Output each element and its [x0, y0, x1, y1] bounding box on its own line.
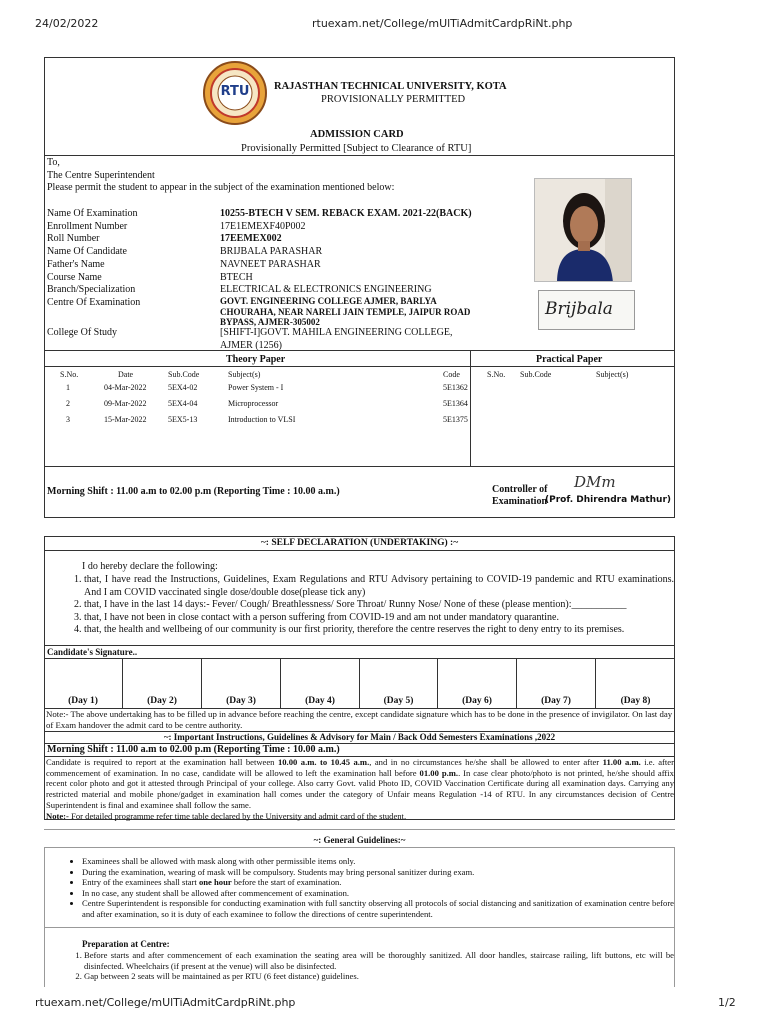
general-item: • During the examination, wearing of mask will be compulsory. Students may bring personal sanitizer during exam. [82, 867, 674, 878]
value-college [220, 327, 452, 352]
prep-title: Preparation at Centre: [82, 939, 170, 949]
prep-item: 2. Gap between 2 seats will be maintained as per RTU (6 feet distance) guidelines. [84, 971, 674, 982]
university-logo [202, 60, 268, 126]
shift-timing: Morning Shift : 11.00 a.m to 02.00 p.m (Reporting Time : 10.00 a.m.) [47, 486, 340, 497]
label-roll: Roll Number [47, 233, 100, 245]
intro-recipient: The Centre Superintendent [47, 170, 155, 181]
cell-date: 09-Mar-2022 [104, 399, 147, 408]
general-item-bold: one hour [198, 877, 232, 888]
instructions-body: Candidate is required to report at the examination hall between 10.00 a.m. to 10.45 a.m., and in no circumstances he/she shall be allowed to enter after 11.00 a.m. i.e. after commencement of examination. In no case, candidate will be allowed to left the examination hall before 01.00 p.m.. In case clear photo/photo is not printed, he/she should affix recent color photo and got it attested through Principal of your college. Also carry Govt. valid Photo ID, COVID Vaccination Certificate during all examination days. Carrying any restricted material and mobile phone/gadget in examination hall comes under the category of Unfair means Regulation -14 of RTU. In any circumstances decision of Centre Superintendent is final and examinee shall follow the same. Note:- For detailed programme refer time table declared by the University and admit card of the student. [46, 757, 674, 821]
day-label: (Day 7) [541, 696, 571, 706]
day-cell [360, 658, 438, 708]
general-item: • In no case, any student shall be allowed after commencement of examination. [82, 888, 674, 899]
cell-subcode: 5EX4-02 [168, 383, 198, 392]
cell-sno: 1 [66, 383, 70, 392]
declaration-list [72, 574, 674, 637]
intro-request: Please permit the student to appear in the subject of the examination mentioned below: [47, 182, 395, 193]
day-cell [281, 658, 360, 708]
print-url-footer: rtuexam.net/College/mUlTiAdmitCardpRiNt.php [35, 996, 296, 1009]
day-label: (Day 1) [68, 696, 98, 706]
cell-sno: 2 [66, 399, 70, 408]
controller-title [492, 484, 547, 507]
declaration-item: 1. that, I have read the Instructions, Guidelines, Exam Regulations and RTU Advisory pertaining to COVID-19 pandemic and RTU examinations. And I am COVID vaccinated single dose/double dose(please tick any) [84, 574, 674, 599]
cell-subject: Power System - I [228, 383, 284, 392]
cell-code: 5E1364 [443, 399, 468, 408]
instr-text: In case clear photo/photo is not printed, he/she should affix recent color photo and got it attested through Principal of your college. Also carry Govt. valid Photo ID, COVID Vaccination Certificate during all examination days. Carrying any restricted material and mobile phone/gadget in examination hall comes under the category of Unfair means Regulation -14 of RTU. In any circumstances decision of Centre Superintendent is final and examinee shall follow the same. [46, 767, 674, 810]
declaration-title: ~: SELF DECLARATION (UNDERTAKING) :~ [260, 538, 459, 548]
instr-time-start: 10.00 a.m. to 10.45 a.m. [277, 757, 370, 767]
instructions-shift: Morning Shift : 11.00 a.m to 02.00 p.m (Reporting Time : 10.00 a.m.) [47, 744, 340, 755]
declaration-item: 4. that, the health and wellbeing of our community is our first priority, therefore the centre reserves the right to deny entry to its premises. [84, 624, 674, 637]
card-subtitle: Provisionally Permitted [Subject to Clearance of RTU] [241, 143, 472, 154]
college-line-2: AJMER (1256) [220, 339, 282, 351]
centre-line-1: GOVT. ENGINEERING COLLEGE AJMER, BARLYA [220, 296, 437, 306]
candidate-photo [534, 178, 632, 282]
instr-text: , and in no circumstances he/she shall be allowed to enter after [369, 757, 600, 767]
intro-to: To, [47, 157, 60, 168]
theory-header-date: Date [118, 370, 134, 379]
university-name: RAJASTHAN TECHNICAL UNIVERSITY, KOTA [274, 81, 507, 92]
day-cell [123, 658, 202, 708]
page-number: 1/2 [718, 996, 736, 1009]
day-label: (Day 6) [462, 696, 492, 706]
day-label: (Day 2) [147, 696, 177, 706]
general-item: • Centre Superintendent is responsible for conducting examination with full sanctity observing all protocols of social distancing and sanitization of examination centre before and after examination, so it is duty of each examinee to follow the directions of centre superintendent. [82, 898, 674, 919]
value-candidate: BRIJBALA PARASHAR [220, 246, 323, 258]
instr-time-entry: 11.00 a.m. [602, 757, 641, 767]
label-father: Father's Name [47, 258, 105, 270]
instr-text: i.e. after commencement of examination. In no case, candidate will be allowed to left the examination hall before [46, 757, 674, 778]
theory-header-sno: S.No. [60, 370, 79, 379]
instructions-title: ~: Important Instructions, Guidelines & Advisory for Main / Back Odd Semesters Examinations ,2022 [163, 732, 556, 742]
candidate-signature-label: Candidate's Signature.. [47, 647, 138, 657]
college-line-1: [SHIFT-I]GOVT. MAHILA ENGINEERING COLLEGE, [220, 327, 453, 338]
instr-note: For detailed programme refer time table declared by the University and admit card of the student. [71, 810, 407, 821]
cell-code: 5E1375 [443, 415, 468, 424]
general-item: • Examinees shall be allowed with mask along with other permissible items only. [82, 856, 674, 867]
candidate-signature-text: Brijbala [545, 299, 613, 319]
label-branch: Branch/Specialization [47, 284, 136, 296]
theory-header-subcode: Sub.Code [168, 370, 200, 379]
value-enrollment: 17E1EMEXF40P002 [220, 220, 306, 232]
candidate-signature [538, 290, 635, 330]
instr-text: Candidate is required to report at the examination hall between [46, 757, 275, 767]
value-branch: ELECTRICAL & ELECTRONICS ENGINEERING [220, 284, 432, 296]
centre-line-2: CHOURAHA, NEAR NARELI JAIN TEMPLE, JAIPUR ROAD [220, 306, 471, 317]
label-enrollment: Enrollment Number [47, 220, 128, 232]
logo-text: RTU [220, 84, 250, 99]
general-item-text: before the start of examination. [233, 877, 342, 888]
general-item [82, 877, 674, 888]
card-title: ADMISSION CARD [310, 129, 404, 140]
value-roll: 17EEMEX002 [220, 233, 282, 245]
day-cell [438, 658, 517, 708]
cell-date: 04-Mar-2022 [104, 383, 147, 392]
print-date: 24/02/2022 [35, 17, 99, 30]
cell-subcode: 5EX5-13 [168, 415, 198, 424]
day-cell [517, 658, 596, 708]
prep-item: 1. Before starts and after commencement of each examination the seating area will be thoroughly sanitized. All door handles, staircase railing, lift buttons, etc will be disinfected. Wheelchairs (if present at the venue) will also be disinfected. [84, 950, 674, 971]
label-course: Course Name [47, 271, 102, 283]
value-father: NAVNEET PARASHAR [220, 258, 321, 270]
day-cell [596, 658, 675, 708]
label-centre: Centre Of Examination [47, 296, 141, 308]
practical-title: Practical Paper [536, 354, 603, 365]
day-signature-grid [44, 658, 675, 708]
day-label: (Day 3) [226, 696, 256, 706]
theory-header-subject: Subject(s) [228, 370, 261, 379]
cell-subject: Introduction to VLSI [228, 415, 296, 424]
student-labels [47, 208, 140, 310]
declaration-lead: I do hereby declare the following: [82, 561, 218, 572]
student-values [220, 208, 472, 297]
print-url-header: rtuexam.net/College/mUlTiAdmitCardpRiNt.php [312, 17, 573, 30]
cell-sno: 3 [66, 415, 70, 424]
cell-code: 5E1362 [443, 383, 468, 392]
permission-status: PROVISIONALLY PERMITTED [321, 94, 466, 105]
value-centre [220, 296, 470, 328]
general-title: ~: General Guidelines:~ [313, 835, 406, 845]
general-list [68, 856, 674, 920]
controller-signature: DMm [574, 473, 616, 491]
day-label: (Day 4) [305, 696, 335, 706]
day-cell [44, 658, 123, 708]
general-item-text: Entry of the examinees shall start [82, 877, 197, 888]
controller-line-1: Controller of [492, 484, 548, 495]
label-college: College Of Study [47, 327, 117, 338]
value-course: BTECH [220, 271, 253, 283]
day-label: (Day 5) [383, 696, 414, 706]
centre-line-3: BYPASS, AJMER-305002 [220, 317, 320, 327]
instr-time-leave: 01.00 p.m. [419, 767, 459, 778]
declaration-note: Note:- The above undertaking has to be filled up in advance before reaching the centre, except candidate signature which has to be done in the presence of invigilator. On last day of Exam handover the admit card to be centre authority. [46, 709, 673, 730]
day-cell [202, 658, 281, 708]
practical-header-subject: Subject(s) [596, 370, 629, 379]
cell-subject: Microprocessor [228, 399, 279, 408]
prep-list [72, 950, 674, 982]
controller-line-2: Examination [492, 495, 548, 507]
theory-header-code: Code [443, 370, 460, 379]
label-examination: Name Of Examination [47, 208, 138, 219]
controller-name: (Prof. Dhirendra Mathur) [545, 495, 672, 505]
cell-subcode: 5EX4-04 [168, 399, 198, 408]
practical-header-sno: S.No. [487, 370, 506, 379]
declaration-item: 2. that, I have in the last 14 days:- Fever/ Cough/ Breathlessness/ Sore Throat/ Runny Nose/ None of these (please mention):___________ [84, 599, 674, 612]
day-label: (Day 8) [620, 696, 651, 706]
cell-date: 15-Mar-2022 [104, 415, 147, 424]
instr-note-label: Note:- [46, 810, 69, 821]
declaration-item: 3. that, I have not been in close contact with a person suffering from COVID-19 and am not under mandatory quarantine. [84, 612, 674, 625]
practical-header-subcode: Sub.Code [520, 370, 552, 379]
theory-title: Theory Paper [226, 354, 286, 365]
label-candidate: Name Of Candidate [47, 246, 127, 258]
value-examination: 10255-BTECH V SEM. REBACK EXAM. 2021-22(BACK) [220, 208, 472, 219]
